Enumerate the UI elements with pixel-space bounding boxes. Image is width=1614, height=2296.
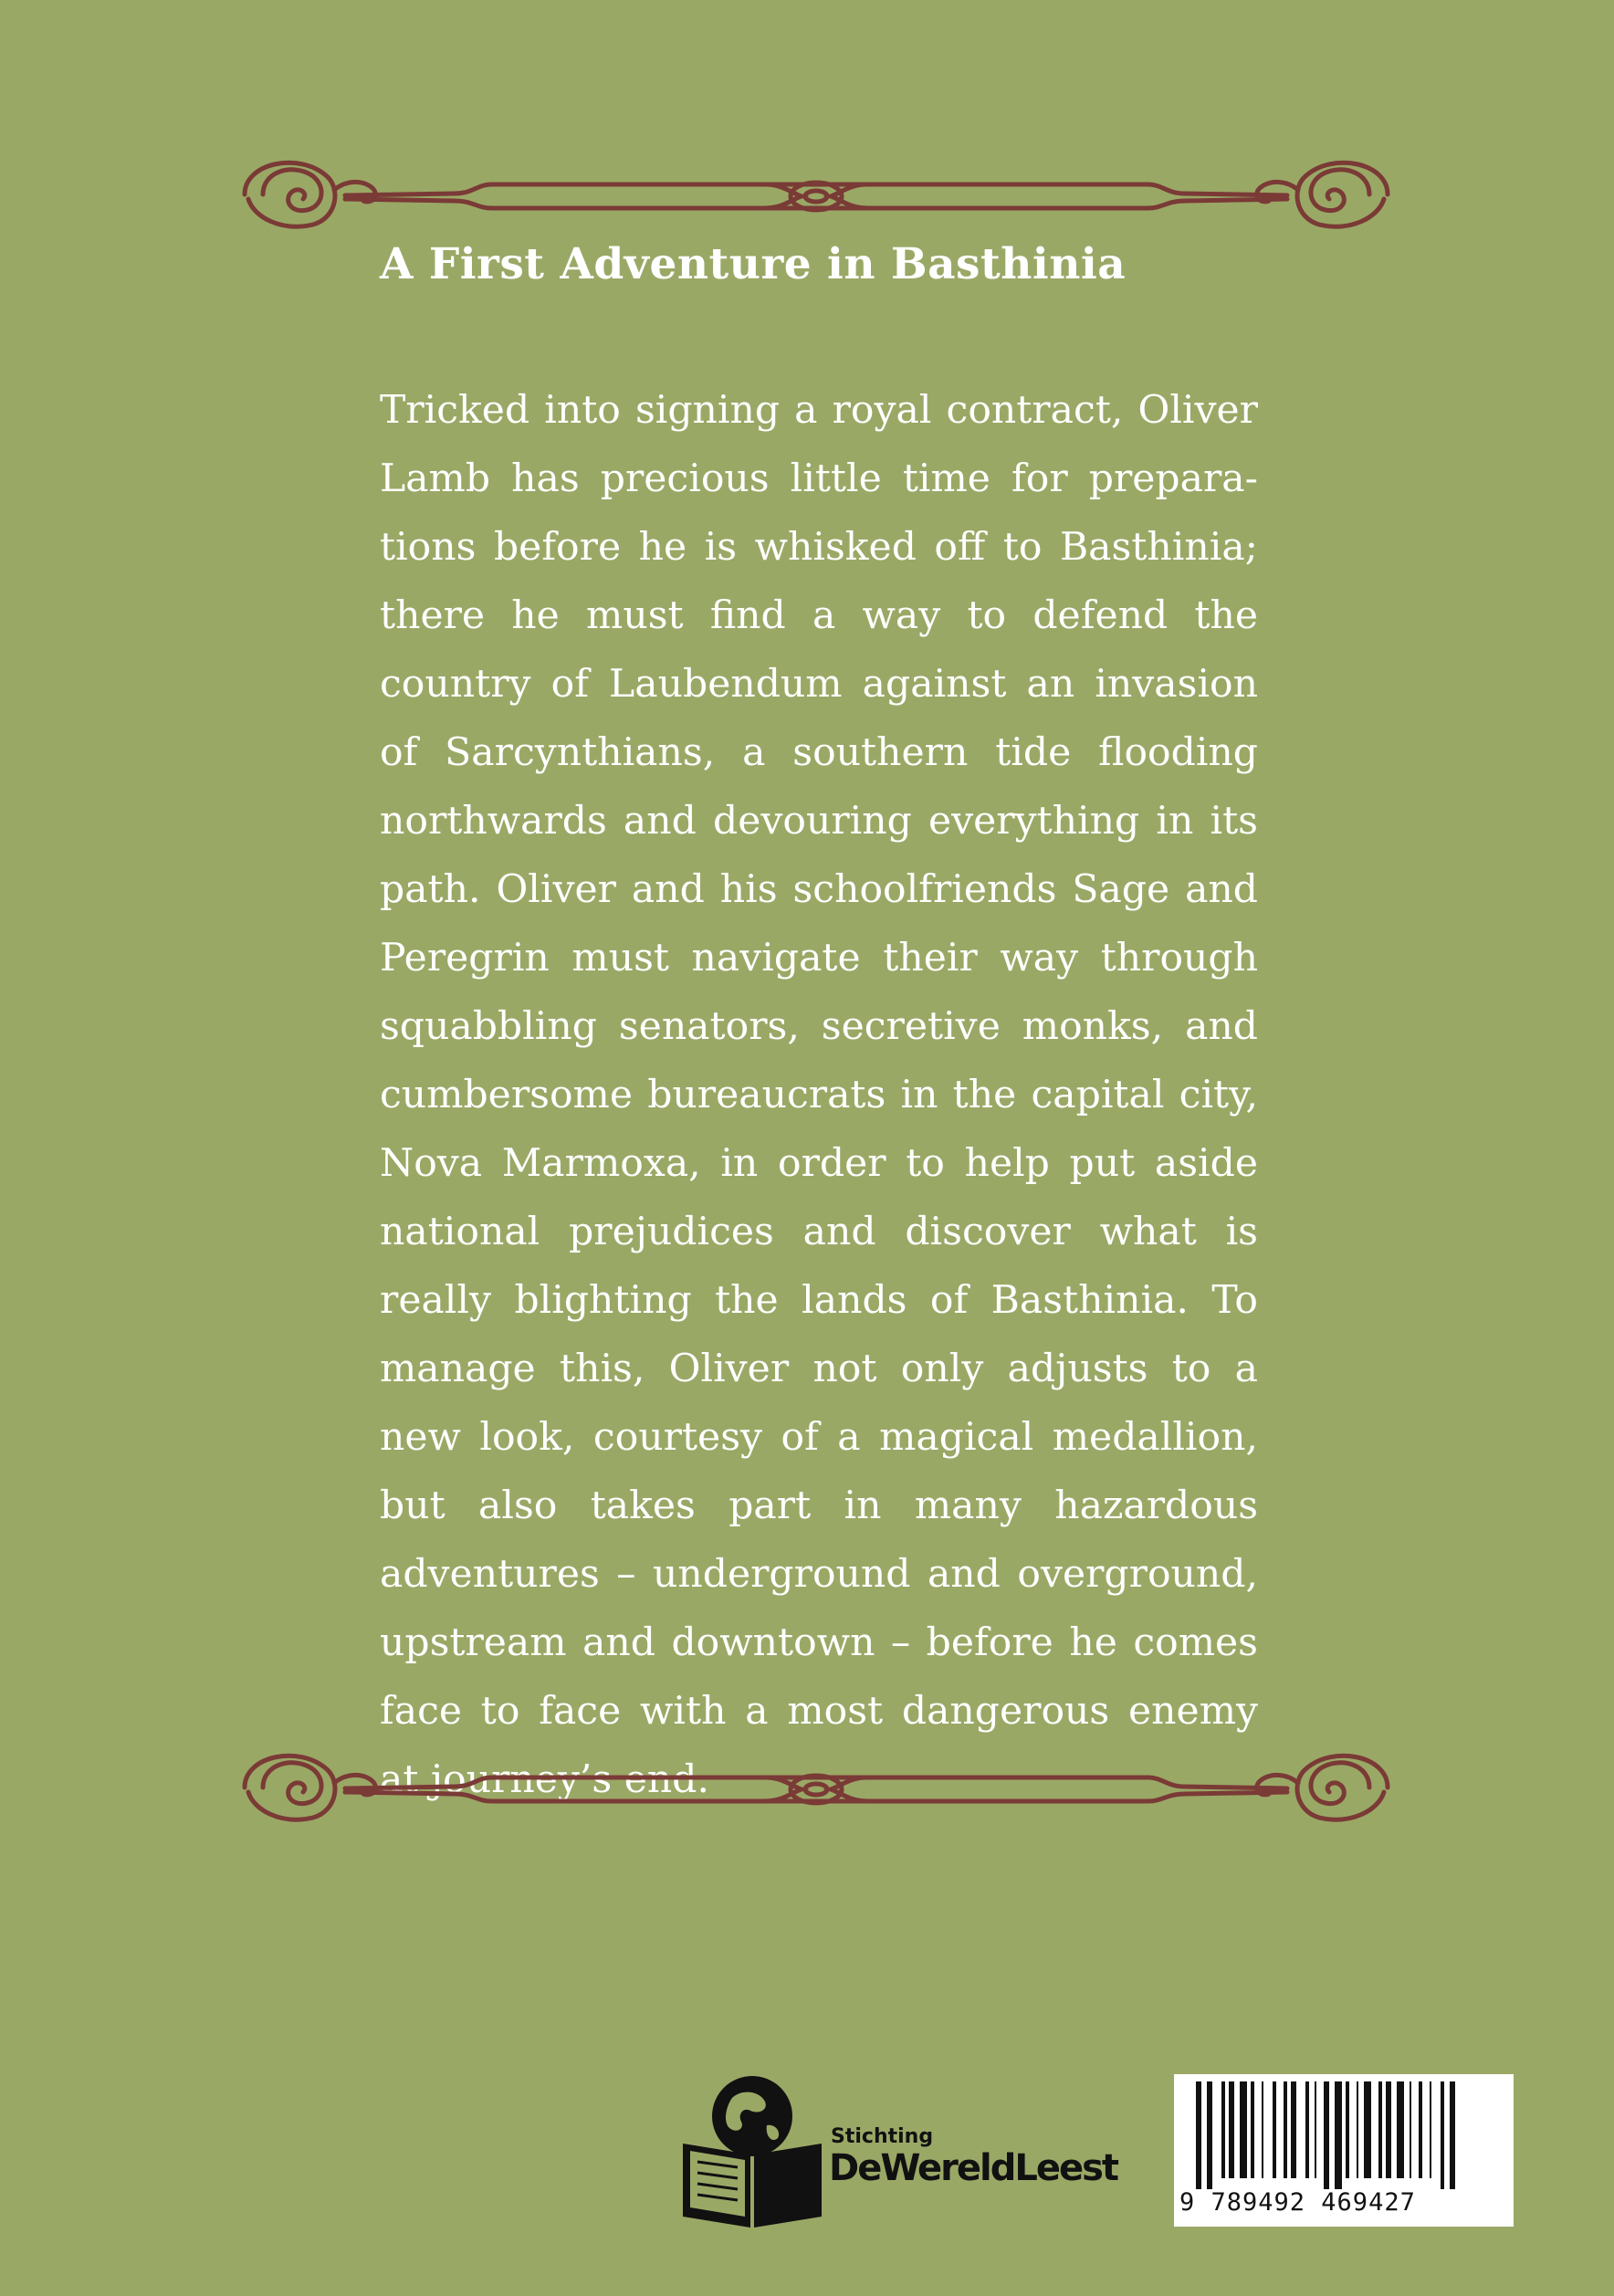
barcode-bar: [1305, 2081, 1309, 2178]
barcode-bar: [1441, 2081, 1444, 2189]
book-subtitle: A First Adventure in Basthinia: [380, 239, 1127, 289]
isbn-barcode: [1174, 2074, 1514, 2227]
barcode-bar: [1196, 2081, 1201, 2189]
barcode-bar: [1291, 2081, 1296, 2178]
barcode-bar: [1419, 2081, 1422, 2178]
barcode-bar: [1284, 2081, 1287, 2178]
barcode-bar: [1240, 2081, 1247, 2178]
barcode-bar: [1397, 2081, 1404, 2178]
isbn-number: 9 789492 469427: [1179, 2188, 1416, 2217]
barcode-bar: [1207, 2081, 1212, 2189]
top-ornament: [236, 153, 1397, 236]
barcode-bar: [1251, 2081, 1254, 2178]
barcode-bar: [1386, 2081, 1391, 2178]
barcode-bar: [1229, 2081, 1234, 2178]
globe-reading-book-icon: [677, 2071, 828, 2230]
barcode-bar: [1315, 2081, 1316, 2178]
barcode-bar: [1378, 2081, 1382, 2178]
back-cover-blurb: Tricked into signing a royal contract, Oliver Lamb has precious little time for preparations before he is whisked off to Basthinia; there he must find a way to defend the country of Laubendum against an invasion of Sarcynthians, a southern tide flooding northwards and devouring everything in its path. Oliver and his schoolfriends Sage and Peregrin must navigate their way through squabbling senators, secretive monks, and cumbersome bureaucrats in the capital city, Nova Marmoxa, in order to help put aside national prejudices and discover what is really blighting the lands of Basthinia. To manage this, Oliver not only adjusts to a new look, courtesy of a magical medallion, but also takes part in many hazardous adventures – underground and overground, upstream and downtown – before he comes face to face with a most dangerous enemy at journey’s end.: [380, 388, 1258, 1802]
barcode-bar: [1410, 2081, 1411, 2178]
bottom-ornament: [236, 1746, 1397, 1829]
publisher-name: DeWereldLeest: [829, 2147, 1118, 2189]
barcode-bar: [1324, 2081, 1329, 2189]
barcode-bar: [1335, 2081, 1342, 2189]
barcode-bar: [1357, 2081, 1358, 2178]
barcode-bar: [1450, 2081, 1455, 2189]
barcode-bar: [1262, 2081, 1263, 2178]
barcode-bar: [1430, 2081, 1431, 2178]
barcode-bar: [1346, 2081, 1349, 2178]
barcode-bars: [1179, 2081, 1508, 2189]
barcode-bar: [1273, 2081, 1276, 2178]
publisher-logo: [677, 2071, 1134, 2230]
barcode-bar: [1364, 2081, 1371, 2178]
barcode-bar: [1221, 2081, 1225, 2178]
publisher-small-label: Stichting: [831, 2125, 934, 2148]
